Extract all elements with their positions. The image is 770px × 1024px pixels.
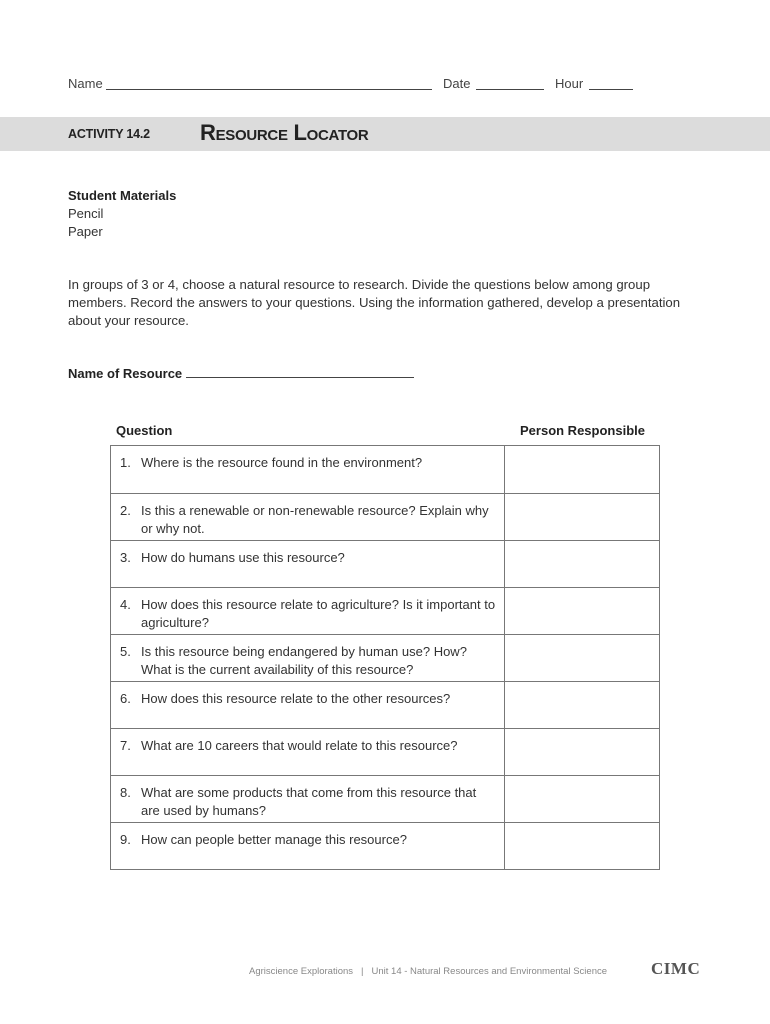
table-row bbox=[111, 493, 659, 540]
question-cell bbox=[111, 541, 505, 587]
question-text: What are some products that come from this resource that are used by humans? bbox=[141, 785, 477, 818]
table-row bbox=[111, 822, 659, 869]
person-responsible-cell[interactable] bbox=[505, 494, 659, 540]
person-responsible-cell[interactable] bbox=[505, 635, 659, 681]
table-row bbox=[111, 728, 659, 775]
date-label: Date bbox=[443, 76, 471, 91]
question-number: 8. bbox=[120, 785, 131, 800]
question-text: What are 10 careers that would relate to this resource? bbox=[141, 738, 458, 753]
table-row bbox=[111, 540, 659, 587]
publisher-logo: CIMC bbox=[651, 959, 701, 978]
question-cell bbox=[111, 823, 505, 869]
question-column-header: Question bbox=[116, 423, 173, 438]
question-number: 9. bbox=[120, 832, 131, 847]
table-row bbox=[111, 775, 659, 822]
question-number: 3. bbox=[120, 550, 131, 565]
question-number: 5. bbox=[120, 644, 131, 659]
question-number: 6. bbox=[120, 691, 131, 706]
footer-unit: Unit 14 - Natural Resources and Environmental Science bbox=[371, 966, 608, 977]
question-text: Is this resource being endangered by human use? How? What is the current availability of this resource? bbox=[141, 644, 467, 677]
question-number: 1. bbox=[120, 455, 131, 470]
resource-name-field[interactable] bbox=[186, 377, 414, 378]
table-row bbox=[111, 587, 659, 634]
footer-separator: | bbox=[361, 966, 364, 977]
question-text: How can people better manage this resource? bbox=[141, 832, 407, 847]
person-column-header: Person Responsible bbox=[520, 423, 645, 438]
question-cell bbox=[111, 446, 505, 493]
question-number: 7. bbox=[120, 738, 131, 753]
hour-field[interactable] bbox=[589, 89, 633, 90]
person-responsible-cell[interactable] bbox=[505, 682, 659, 728]
question-cell bbox=[111, 635, 505, 681]
table-row bbox=[111, 681, 659, 728]
student-materials bbox=[68, 187, 176, 241]
person-responsible-cell[interactable] bbox=[505, 446, 659, 493]
instructions-paragraph: In groups of 3 or 4, choose a natural resource to research. Divide the questions below among group members. Record the answers to your questions. Using the information gathered, develop a presentation about your resource. bbox=[68, 277, 681, 328]
person-responsible-cell[interactable] bbox=[505, 588, 659, 634]
activity-number: ACTIVITY 14.2 bbox=[68, 127, 150, 141]
question-text: Is this a renewable or non-renewable resource? Explain why or why not. bbox=[141, 503, 489, 536]
question-cell bbox=[111, 682, 505, 728]
question-cell bbox=[111, 494, 505, 540]
date-field[interactable] bbox=[476, 89, 544, 90]
table-row bbox=[111, 634, 659, 681]
footer-book-title: Agriscience Explorations bbox=[249, 966, 354, 977]
page-footer bbox=[249, 966, 607, 977]
person-responsible-cell[interactable] bbox=[505, 729, 659, 775]
question-text: Where is the resource found in the environment? bbox=[141, 455, 423, 470]
page-title: Resource Locator bbox=[200, 120, 369, 145]
name-field[interactable] bbox=[106, 89, 432, 90]
materials-heading: Student Materials bbox=[68, 188, 177, 203]
table-row bbox=[111, 446, 659, 493]
material-item: Paper bbox=[68, 224, 103, 239]
person-responsible-cell[interactable] bbox=[505, 541, 659, 587]
resource-name-label: Name of Resource bbox=[68, 366, 183, 381]
name-label: Name bbox=[68, 76, 103, 91]
material-item: Pencil bbox=[68, 206, 104, 221]
question-number: 4. bbox=[120, 597, 131, 612]
question-cell bbox=[111, 729, 505, 775]
question-text: How does this resource relate to the other resources? bbox=[141, 691, 451, 706]
question-text: How do humans use this resource? bbox=[141, 550, 345, 565]
question-number: 2. bbox=[120, 503, 131, 518]
questions-table bbox=[110, 445, 660, 870]
question-text: How does this resource relate to agriculture? Is it important to agriculture? bbox=[141, 597, 496, 630]
person-responsible-cell[interactable] bbox=[505, 823, 659, 869]
question-cell bbox=[111, 588, 505, 634]
hour-label: Hour bbox=[555, 76, 584, 91]
person-responsible-cell[interactable] bbox=[505, 776, 659, 822]
question-cell bbox=[111, 776, 505, 822]
